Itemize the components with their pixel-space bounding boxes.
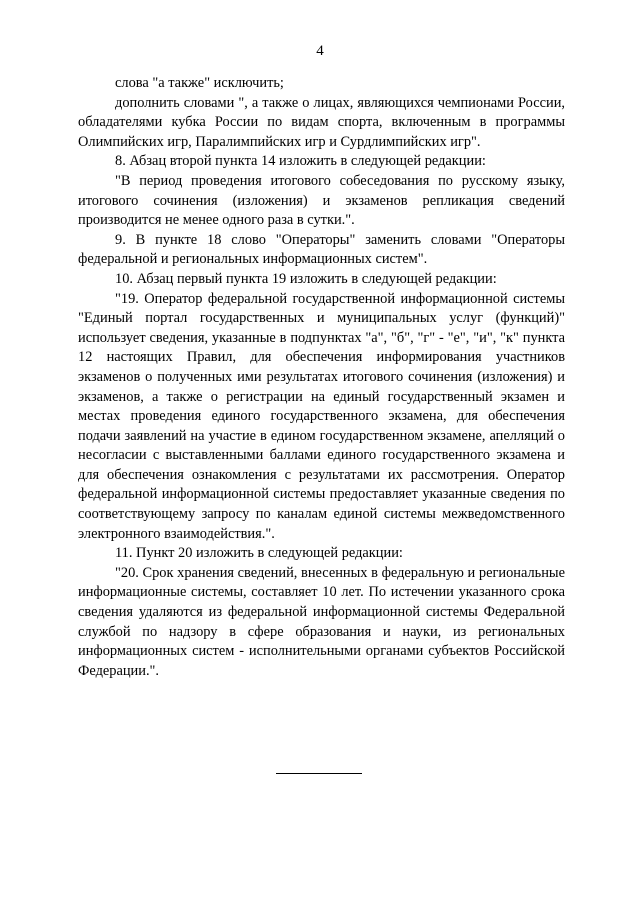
paragraph: 10. Абзац первый пункта 19 изложить в следующей редакции: (115, 270, 497, 287)
paragraph: слова "а также" исключить; (115, 75, 284, 91)
page-number: 4 (316, 43, 324, 59)
paragraph: "20. Срок хранения сведений, внесенных в федеральную и региональные информационные системы, составляет 10 лет. По истечении указанного срока сведения удаляются из федеральной информационной системы Федеральной службой по надзору в сфере образования и науки, из региональных информационных систем - исполнительными органами субъектов Российской Федерации.". (78, 564, 565, 679)
paragraph: 9. В пункте 18 слово "Операторы" заменить словами "Операторы федеральной и региональных информационных систем". (78, 231, 565, 268)
footer-divider (276, 773, 362, 774)
paragraph: "19. Оператор федеральной государственной информационной системы "Единый портал государственных и муниципальных услуг (функций)" использует сведения, указанные в подпунктах "а", "б", "г" - "е", "и", "к" пункта 12 настоящих Правил, для обеспечения информирования участников экзаменов о полученных ими результатах итогового сочинения (изложения) и экзаменов, а также о регистрации на единый государственный экзамен и местах проведения единого государственного экзамена, для обеспечения подачи заявлений на участие в едином государственном экзамене, апелляций о несогласии с выставленными баллами единого государственного экзамена и для обеспечения ознакомления с результатами их рассмотрения. Оператор федеральной информационной системы предоставляет указанные сведения по соответствующему запросу по каналам единой системы межведомственного электронного взаимодействия.". (78, 290, 565, 542)
paragraph: 8. Абзац второй пункта 14 изложить в следующей редакции: (115, 153, 486, 170)
paragraph: дополнить словами ", а также о лицах, являющихся чемпионами России, обладателями кубка России по видам спорта, включенным в программы Олимпийских игр, Паралимпийских игр и Сурдлимпийских игр". (78, 94, 565, 150)
paragraph: 11. Пункт 20 изложить в следующей редакции: (115, 545, 403, 562)
paragraph: "В период проведения итогового собеседования по русскому языку, итогового сочинения (изложения) и экзаменов репликация сведений производится не менее одного раза в сутки.". (78, 172, 565, 229)
document-body (78, 74, 565, 681)
